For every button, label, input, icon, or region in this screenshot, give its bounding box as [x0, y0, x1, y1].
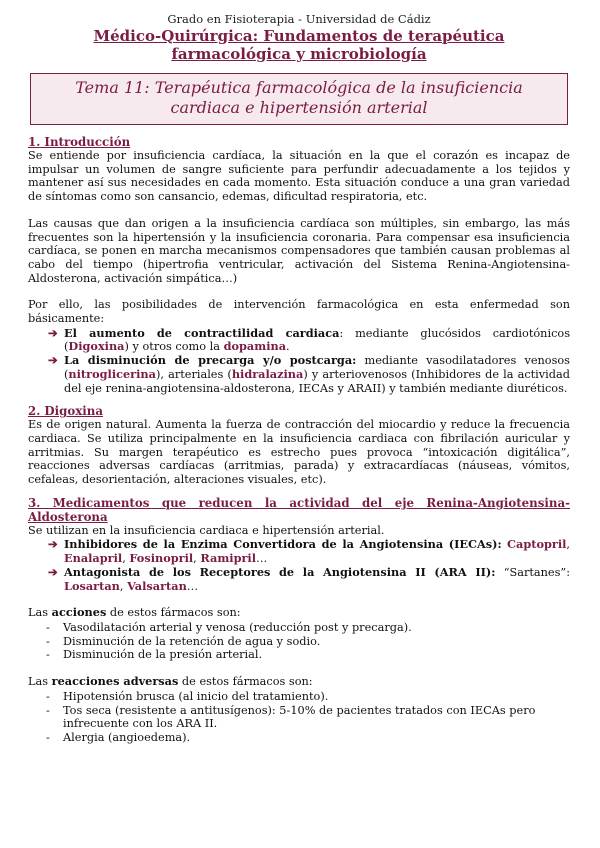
intervention-list [28, 327, 570, 396]
document-body [28, 135, 570, 745]
drug-name: Enalapril [64, 551, 123, 566]
section-1-paragraph-1: Se entiende por insuficiencia cardíaca, la situación en la que el corazón es incapaz de impulsar un volumen de sangre suficiente para perfundir adecuadamente a los tejidos y mantener así sus necesidades en cada momento. Esta situación conduce a una gran variedad de síntomas como son cansancio, edemas, dificultad respiratoria, etc. [28, 149, 570, 204]
drug-class-list [28, 538, 570, 593]
section-2-title: 2. Digoxina [28, 404, 103, 419]
adverse-reactions-lead: Las reacciones adversas de estos fármacos son: [28, 674, 313, 689]
list-item: - Disminución de la retención de agua y sodio. [46, 634, 321, 648]
list-item: - Disminución de la presión arterial. [46, 648, 263, 662]
actions-lead: Las acciones de estos fármacos son: [28, 605, 241, 620]
list-item: ➔ Inhibidores de la Enzima Convertidora de la Angiotensina (IECAs): Captopril, Enalapril, Fosinopril, Ramipril… [48, 537, 571, 566]
list-item: ➔ Antagonista de los Receptores de la Angiotensina II (ARA II): “Sartanes”: Losartan, Valsartan… [48, 564, 570, 593]
section-1-title: 1. Introducción [28, 135, 131, 149]
list-item: - Alergia (angioedema). [46, 730, 191, 744]
adverse-reactions-list [28, 690, 570, 745]
drug-name: Fosinopril [129, 551, 194, 566]
drug-name: Captopril [507, 537, 567, 552]
drug-name: Digoxina [68, 339, 125, 354]
topic-title-box [30, 73, 568, 125]
drug-name: Ramipril [200, 551, 257, 566]
section-2-paragraph: Es de origen natural. Aumenta la fuerza de contracción del miocardio y reduce la frecuencia cardiaca. Se utiliza principalmente en la insuficiencia cardiaca con fibrilación auricular y arritmias. Su margen terapéutico es estrecho pues provoca “intoxicación digitálica”, reacciones adversas cardíacas (arritmias, parada) y extracardíacas (náuseas, vómitos, cefaleas, desorientación, alteraciones visuales, etc). [28, 418, 570, 487]
list-item: ➔ La disminución de precarga y/o postcarga: mediante vasodilatadores venosos (nitroglicerina), arteriales (hidralazina) y arteriovenosos (Inhibidores de la actividad del eje renina-angiotensina-aldosterona, IECAs y ARAII) y también mediante diuréticos. [48, 353, 570, 395]
topic-title: Tema 11: Terapéutica farmacológica de la insuficiencia cardiaca e hipertensión arterial [75, 78, 523, 117]
program-header: Grado en Fisioterapia - Universidad de Cádiz [167, 12, 431, 26]
section-1-paragraph-3: Por ello, las posibilidades de intervención farmacológica en esta enfermedad son básicamente: [28, 298, 570, 326]
arrow-bullet-icon: ➔ [48, 325, 58, 340]
drug-name: hidralazina [231, 366, 304, 381]
section-3-title: 3. Medicamentos que reducen la actividad del eje Renina-Angiotensina-Aldosterona [28, 495, 570, 524]
list-item: - Tos seca (resistente a antitusígenos): 5-10% de pacientes tratados con IECAs pero infrecuente con los ARA II. [46, 703, 536, 731]
arrow-bullet-icon: ➔ [48, 537, 58, 552]
drug-name: nitroglicerina [68, 366, 156, 381]
section-1-paragraph-2: Las causas que dan origen a la insuficiencia cardíaca son múltiples, sin embargo, las más frecuentes son la hipertensión y la insuficiencia coronaria. Para compensar esa insuficiencia cardíaca, se ponen en marcha mecanismos compensadores que también causan problemas al cabo del tiempo (hipertrofia ventricular, activación del Sistema Renina-Angiotensina-Aldosterona, activación simpática…) [28, 216, 570, 285]
drug-name: dopamina [223, 339, 287, 354]
section-3-intro: Se utilizan en la insuficiencia cardiaca e hipertensión arterial. [28, 523, 385, 537]
arrow-bullet-icon: ➔ [48, 353, 58, 368]
list-item: - Vasodilatación arterial y venosa (reducción post y precarga). [46, 620, 412, 634]
actions-list [28, 621, 570, 662]
list-item: ➔ El aumento de contractilidad cardiaca: mediante glucósidos cardiotónicos (Digoxina) y otros como la dopamina. [48, 325, 570, 354]
course-title: Médico-Quirúrgica: Fundamentos de terapéutica farmacológica y microbiología [93, 27, 505, 63]
drug-name: Valsartan [127, 578, 187, 593]
drug-name: Losartan [64, 578, 120, 593]
list-item: - Hipotensión brusca (al inicio del tratamiento). [46, 689, 329, 703]
arrow-bullet-icon: ➔ [48, 564, 58, 579]
